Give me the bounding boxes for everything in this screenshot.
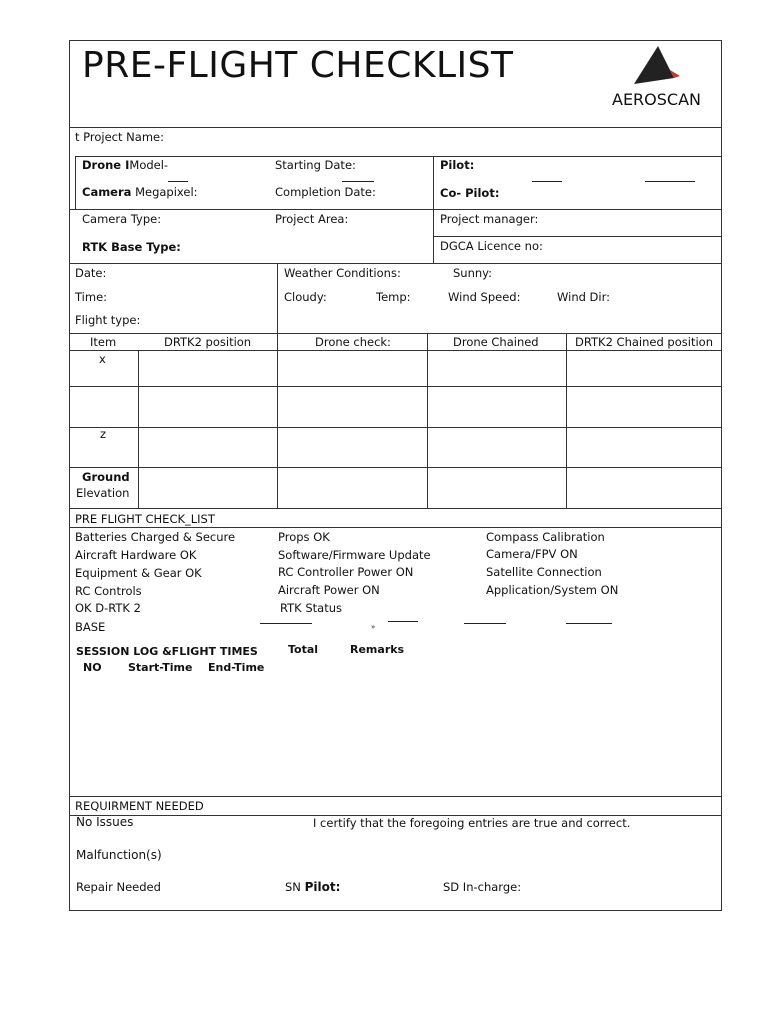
check-item: Compass Calibration [486, 530, 605, 544]
check-item: BASE [75, 620, 106, 634]
starting-date-label: Starting Date: [275, 158, 356, 172]
input-underline[interactable] [464, 623, 506, 624]
drone-label-rest: Model- [129, 158, 169, 172]
check-item: Aircraft Hardware OK [75, 548, 197, 562]
session-log-heading: SESSION LOG &FLIGHT TIMES [76, 645, 258, 658]
co-pilot-label: Co- Pilot: [440, 186, 500, 200]
divider [69, 527, 722, 528]
rtk-base-type-label: RTK Base Type: [82, 240, 181, 254]
requirement-heading: REQUIRMENT NEEDED [75, 799, 204, 813]
camera-label-rest: Megapixel: [135, 185, 198, 199]
repair-needed-label: Repair Needed [76, 880, 161, 894]
divider [75, 156, 722, 157]
wind-dir-label: Wind Dir: [557, 290, 611, 304]
table-header-drone-chained: Drone Chained [453, 335, 539, 349]
project-name-label: t Project Name: [75, 130, 164, 144]
table-header-item: Item [90, 335, 117, 349]
checklist-heading: PRE FLIGHT CHECK_LIST [75, 512, 215, 526]
input-underline[interactable] [566, 623, 612, 624]
pilot-label: Pilot: [440, 158, 475, 172]
input-underline[interactable] [260, 623, 312, 624]
remarks-label: Remarks [350, 643, 405, 656]
divider [69, 796, 722, 797]
divider [75, 156, 76, 210]
check-item: Equipment & Gear OK [75, 566, 202, 580]
end-time-label: End-Time [208, 661, 265, 674]
divider [69, 263, 722, 264]
divider [69, 427, 722, 428]
divider [69, 386, 722, 387]
sn-pilot-bold: Pilot: [304, 880, 341, 894]
aeroscan-logo-icon [630, 44, 688, 88]
table-header-drone-check: Drone check: [315, 335, 391, 349]
camera-type-label: Camera Type: [82, 212, 162, 226]
input-underline[interactable] [342, 181, 374, 182]
ground-label: Ground [82, 470, 130, 484]
divider [138, 350, 139, 508]
completion-date-label: Completion Date: [275, 185, 376, 199]
mark: » [371, 623, 376, 631]
sn-label: SN [285, 880, 301, 894]
divider [69, 127, 722, 128]
page-title: PRE-FLIGHT CHECKLIST [82, 45, 514, 86]
divider [69, 350, 722, 351]
sd-incharge-label: SD In-charge: [443, 880, 522, 894]
check-item: Application/System ON [486, 583, 619, 597]
sunny-label: Sunny: [453, 266, 493, 280]
divider [69, 508, 722, 509]
check-item: OK D-RTK 2 [75, 601, 141, 615]
check-item: Aircraft Power ON [278, 583, 380, 597]
input-underline[interactable] [388, 621, 418, 622]
malfunction-label: Malfunction(s) [76, 848, 162, 862]
check-item: Camera/FPV ON [486, 547, 578, 561]
divider [277, 263, 278, 508]
elevation-label: Elevation [76, 486, 130, 500]
dgca-licence-label: DGCA Licence no: [440, 239, 543, 253]
weather-conditions-label: Weather Conditions: [284, 266, 401, 280]
row-label-z: z [100, 427, 107, 441]
divider [566, 333, 567, 508]
camera-megapixel-label [82, 185, 198, 199]
check-item: RC Controller Power ON [278, 565, 414, 579]
certify-statement: I certify that the foregoing entries are true and correct. [313, 816, 631, 830]
no-issues-label: No Issues [76, 815, 134, 829]
drone-model-label [82, 158, 168, 172]
row-label-x: x [99, 352, 106, 366]
divider [433, 236, 722, 237]
wind-speed-label: Wind Speed: [448, 290, 521, 304]
divider [69, 467, 722, 468]
logo-text: AEROSCAN [612, 90, 702, 109]
project-manager-label: Project manager: [440, 212, 539, 226]
camera-label-bold: Camera [82, 185, 132, 199]
drone-label-bold: Drone I [82, 158, 130, 172]
check-item: Software/Firmware Update [278, 548, 431, 562]
table-header-drtk2-position: DRTK2 position [164, 335, 252, 349]
input-underline[interactable] [645, 181, 695, 182]
project-area-label: Project Area: [275, 212, 349, 226]
time-label: Time: [75, 290, 108, 304]
total-label: Total [288, 643, 319, 656]
divider [69, 333, 722, 334]
cloudy-label: Cloudy: [284, 290, 327, 304]
start-time-label: Start-Time [128, 661, 193, 674]
check-item: Batteries Charged & Secure [75, 530, 236, 544]
flight-type-label: Flight type: [75, 313, 141, 327]
no-label: NO [83, 661, 102, 674]
date-label: Date: [75, 266, 107, 280]
temp-label: Temp: [376, 290, 411, 304]
check-item: RC Controls [75, 584, 142, 598]
divider [69, 209, 722, 210]
divider [427, 333, 428, 508]
input-underline[interactable] [168, 181, 188, 182]
input-underline[interactable] [532, 181, 562, 182]
divider [433, 156, 434, 264]
check-item: Satellite Connection [486, 565, 602, 579]
check-item: Props OK [278, 530, 330, 544]
table-header-drtk2-chained-position: DRTK2 Chained position [575, 335, 713, 349]
check-item: RTK Status [280, 601, 343, 615]
sn-pilot-label [285, 880, 340, 894]
